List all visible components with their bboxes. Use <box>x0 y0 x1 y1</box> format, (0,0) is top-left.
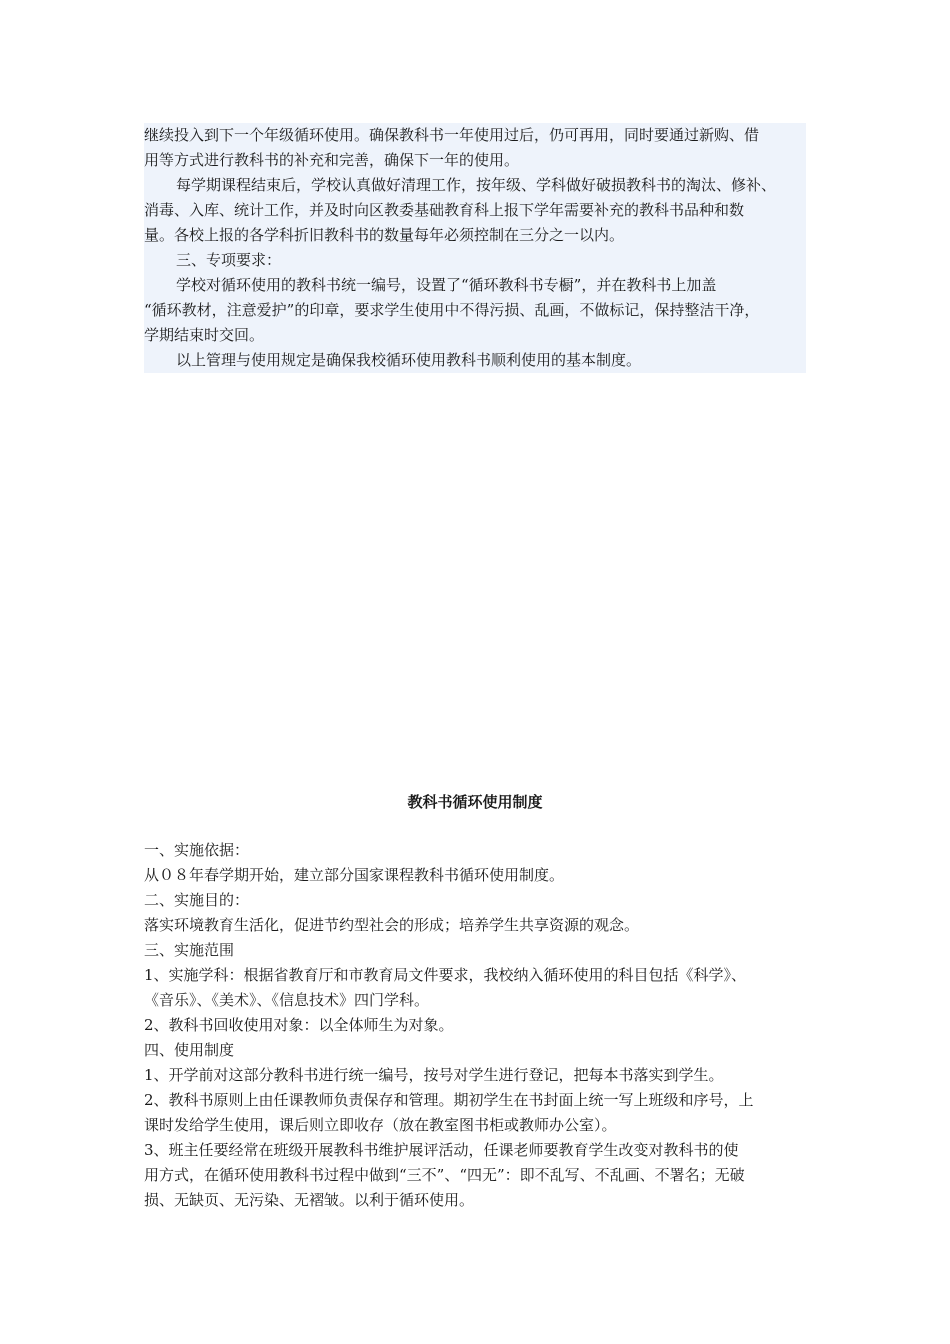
section-heading: 四、使用制度 <box>144 1041 235 1059</box>
text-line: 1、开学前对这部分教科书进行统一编号，按号对学生进行登记，把每本书落实到学生。 <box>144 1066 724 1084</box>
section-heading: 三、实施范围 <box>144 941 235 959</box>
text-line: 用方式，在循环使用教科书过程中做到“三不”、“四无”：即不乱写、不乱画、不署名；无破 <box>144 1166 745 1184</box>
text-line: 从０８年春学期开始，建立部分国家课程教科书循环使用制度。 <box>144 866 565 884</box>
text-line: 以上管理与使用规定是确保我校循环使用教科书顺利使用的基本制度。 <box>176 351 642 369</box>
text-line: 学校对循环使用的教科书统一编号，设置了“循环教科书专橱”，并在教科书上加盖 <box>176 276 717 294</box>
text-line: 落实环境教育生活化，促进节约型社会的形成；培养学生共享资源的观念。 <box>144 916 640 934</box>
text-line: 消毒、入库、统计工作，并及时向区教委基础教育科上报下学年需要补充的教科书品种和数 <box>144 201 745 219</box>
text-line: 1、实施学科：根据省教育厅和市教育局文件要求，我校纳入循环使用的科目包括《科学》、 <box>144 966 747 984</box>
section-heading: 二、实施目的： <box>144 891 250 909</box>
section-heading: 一、实施依据： <box>144 841 250 859</box>
text-line: 2、教科书回收使用对象：以全体师生为对象。 <box>144 1016 454 1034</box>
text-line: 学期结束时交回。 <box>144 326 265 344</box>
section-heading: 三、专项要求： <box>176 251 282 269</box>
page-1-text-block <box>144 123 806 373</box>
text-line: 2、教科书原则上由任课教师负责保存和管理。期初学生在书封面上统一写上班级和序号，上 <box>144 1091 754 1109</box>
text-line: 每学期课程结束后，学校认真做好清理工作，按年级、学科做好破损教科书的淘汰、修补、 <box>176 176 777 194</box>
text-line: 3、班主任要经常在班级开展教科书维护展评活动，任课老师要教育学生改变对教科书的使 <box>144 1141 739 1159</box>
text-line: “循环教材，注意爱护”的印章，要求学生使用中不得污损、乱画，不做标记，保持整洁干净， <box>144 301 760 319</box>
text-line: 课时发给学生使用，课后则立即收存（放在教室图书柜或教师办公室）。 <box>144 1116 617 1134</box>
text-line: 《音乐》、《美术》、《信息技术》四门学科。 <box>144 991 430 1009</box>
text-line: 损、无缺页、无污染、无褶皱。以利于循环使用。 <box>144 1191 475 1209</box>
page-2-text-block <box>144 838 806 1213</box>
text-line: 继续投入到下一个年级循环使用。确保教科书一年使用过后，仍可再用，同时要通过新购、借 <box>144 126 760 144</box>
document-title: 教科书循环使用制度 <box>407 793 543 811</box>
text-line: 用等方式进行教科书的补充和完善，确保下一年的使用。 <box>144 151 520 169</box>
text-line: 量。各校上报的各学科折旧教科书的数量每年必须控制在三分之一以内。 <box>144 226 625 244</box>
